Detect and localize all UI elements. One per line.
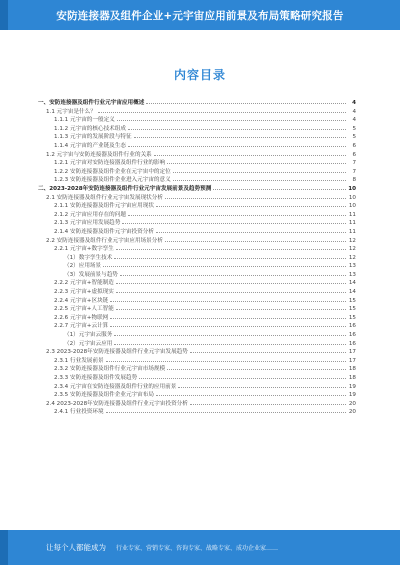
- toc-entry[interactable]: [38, 382, 356, 391]
- toc-entry[interactable]: [38, 210, 356, 219]
- toc-leader-dots: [110, 296, 346, 302]
- toc-page-number: 13: [348, 263, 356, 270]
- toc-page-number: 11: [348, 228, 356, 235]
- toc-entry[interactable]: [38, 253, 356, 262]
- toc-entry[interactable]: [38, 167, 356, 176]
- toc-leader-dots: [110, 321, 346, 327]
- toc-entry-text: 二、2023-2028年安防连接器及组件行业元宇宙发展前景及趋势预测: [38, 185, 212, 192]
- table-of-contents: [38, 98, 356, 416]
- toc-page-number: 15: [348, 314, 356, 321]
- toc-entry-text: 2.4 2023-2028年安防连接器及组件行业元宇宙投资分析: [46, 400, 188, 407]
- toc-page-number: 18: [348, 375, 356, 381]
- toc-entry[interactable]: [38, 278, 356, 287]
- toc-leader-dots: [114, 253, 346, 259]
- toc-page-number: 12: [348, 237, 356, 244]
- toc-page-number: 14: [348, 289, 356, 296]
- toc-leader-dots: [156, 227, 346, 233]
- toc-leader-dots: [116, 278, 346, 284]
- toc-page-number: 19: [348, 383, 356, 390]
- toc-leader-dots: [120, 270, 346, 276]
- header-accent: [0, 0, 8, 30]
- toc-entry[interactable]: [38, 218, 356, 227]
- toc-page-number: 18: [348, 366, 356, 373]
- toc-leader-dots: [139, 373, 346, 379]
- report-header: [0, 0, 400, 30]
- toc-entry-text: 2.1.3 元宇宙应用发展趋势: [54, 220, 121, 227]
- toc-leader-dots: [173, 167, 346, 173]
- toc-page-number: 20: [348, 409, 356, 416]
- toc-entry[interactable]: [38, 356, 356, 365]
- toc-leader-dots: [114, 339, 346, 345]
- toc-page-number: 10: [348, 185, 356, 192]
- toc-entry[interactable]: [38, 347, 356, 356]
- toc-entry[interactable]: [38, 244, 356, 253]
- toc-entry[interactable]: [38, 98, 356, 107]
- toc-entry-text: （2）应用场景: [64, 263, 102, 270]
- toc-leader-dots: [190, 399, 346, 405]
- toc-entry-text: 一、安防连接器及组件行业元宇宙应用概述: [38, 100, 145, 106]
- toc-leader-dots: [167, 364, 346, 370]
- toc-leader-dots: [114, 330, 346, 336]
- toc-leader-dots: [122, 218, 346, 224]
- toc-leader-dots: [178, 382, 346, 388]
- toc-page-number: 12: [348, 254, 356, 261]
- toc-entry-text: 1.2.2 安防连接器及组件企业在元宇宙中的定位: [54, 168, 171, 175]
- toc-leader-dots: [173, 175, 346, 181]
- toc-page-number: 20: [348, 400, 356, 407]
- toc-entry[interactable]: [38, 193, 356, 202]
- toc-leader-dots: [116, 304, 346, 310]
- toc-leader-dots: [156, 201, 346, 207]
- toc-entry-text: 2.3.5 安防连接器及组件企业元宇宙布局: [54, 392, 154, 399]
- toc-entry-text: 2.1.4 安防连接器及组件元宇宙投资分析: [54, 228, 154, 235]
- toc-entry[interactable]: [38, 115, 356, 124]
- toc-page-number: 5: [352, 125, 356, 132]
- toc-entry[interactable]: [38, 201, 356, 210]
- toc-entry[interactable]: [38, 270, 356, 279]
- toc-page-number: 19: [348, 392, 356, 399]
- toc-page-number: 5: [352, 134, 356, 141]
- toc-entry[interactable]: [38, 132, 356, 141]
- toc-page-number: 7: [352, 168, 356, 175]
- toc-entry[interactable]: [38, 296, 356, 305]
- toc-entry[interactable]: [38, 261, 356, 270]
- toc-page-number: 15: [348, 306, 356, 313]
- toc-entry[interactable]: [38, 304, 356, 313]
- toc-leader-dots: [128, 141, 346, 147]
- toc-entry-text: 1.1.3 元宇宙的发展阶段与特征: [54, 134, 132, 141]
- toc-page-number: 8: [352, 177, 356, 184]
- toc-entry-text: 1.2 元宇宙与安防连接器及组件行业的关系: [46, 151, 152, 158]
- toc-page-number: 16: [348, 332, 356, 339]
- toc-entry[interactable]: [38, 287, 356, 296]
- toc-page-number: 10: [348, 194, 356, 201]
- toc-entry-text: 2.2.3 元宇宙+虚拟现实: [54, 289, 114, 296]
- toc-leader-dots: [213, 184, 346, 190]
- toc-leader-dots: [110, 313, 346, 319]
- toc-page-number: 4: [352, 117, 356, 124]
- toc-entry-text: 2.2.2 元宇宙+智能制造: [54, 280, 114, 287]
- toc-entry[interactable]: [38, 339, 356, 348]
- toc-page-number: 14: [348, 280, 356, 287]
- toc-entry-text: 2.1.1 安防连接器及组件元宇宙应用现状: [54, 203, 154, 210]
- toc-entry-text: 1.1.1 元宇宙的一般定义: [54, 117, 115, 124]
- toc-leader-dots: [165, 236, 346, 242]
- toc-entry[interactable]: [38, 236, 356, 245]
- toc-entry-text: 2.3.3 安防连接器及组件发展趋势: [54, 375, 138, 381]
- toc-heading: 内容目录: [173, 68, 226, 82]
- toc-page-number: 17: [348, 349, 356, 356]
- toc-entry[interactable]: [38, 373, 356, 382]
- toc-entry-text: 1.2.1 元宇宙对安防连接器及组件行业的影响: [54, 160, 166, 167]
- toc-page-number: 11: [348, 220, 356, 227]
- toc-entry-text: （1）元宇宙云服务: [64, 332, 113, 339]
- toc-leader-dots: [128, 124, 346, 130]
- toc-leader-dots: [106, 407, 346, 413]
- toc-leader-dots: [167, 158, 346, 164]
- toc-entry[interactable]: [38, 158, 356, 167]
- toc-page-number: 6: [352, 151, 356, 158]
- toc-page-number: 10: [348, 203, 356, 210]
- toc-entry-text: 2.4.1 行业投资环境: [54, 409, 104, 416]
- toc-entry-text: 2.1 安防连接器及组件行业元宇宙发展现状分析: [46, 194, 163, 201]
- toc-leader-dots: [98, 107, 346, 113]
- toc-page-number: 6: [352, 142, 356, 149]
- toc-leader-dots: [154, 150, 346, 156]
- toc-entry-text: 1.2.3 安防连接器及组件企业进入元宇宙的意义: [54, 177, 171, 184]
- toc-entry[interactable]: [38, 184, 356, 193]
- toc-page-number: 11: [348, 211, 356, 218]
- report-title: 安防连接器及组件企业+元宇宙应用前景及布局策略研究报告: [56, 9, 344, 22]
- toc-entry-text: 2.2.1 元宇宙+数字孪生: [54, 246, 114, 253]
- toc-entry-text: 2.1.2 元宇宙应用存在的问题: [54, 211, 126, 218]
- toc-entry[interactable]: [38, 175, 356, 184]
- toc-entry[interactable]: [38, 107, 356, 116]
- toc-entry-text: 1.1.4 元宇宙的产业链及生态: [54, 142, 126, 149]
- toc-leader-dots: [117, 115, 346, 121]
- toc-page-number: 13: [348, 271, 356, 278]
- toc-leader-dots: [146, 98, 346, 104]
- toc-entry[interactable]: [38, 321, 356, 330]
- toc-entry[interactable]: [38, 150, 356, 159]
- footer-accent: [0, 530, 8, 565]
- toc-entry-text: 2.3.2 安防连接器及组件行业元宇宙市场规模: [54, 366, 166, 373]
- toc-entry-text: （1）数字孪生技术: [64, 254, 113, 261]
- toc-entry[interactable]: [38, 227, 356, 236]
- toc-leader-dots: [116, 287, 346, 293]
- toc-entry-text: 2.2 安防连接器及组件行业元宇宙应用场景分析: [46, 237, 163, 244]
- toc-entry[interactable]: [38, 124, 356, 133]
- toc-leader-dots: [190, 347, 346, 353]
- toc-leader-dots: [103, 261, 346, 267]
- toc-entry[interactable]: [38, 390, 356, 399]
- toc-leader-dots: [134, 132, 346, 138]
- toc-page-number: 4: [352, 100, 356, 106]
- toc-entry[interactable]: [38, 407, 356, 416]
- toc-leader-dots: [165, 193, 346, 199]
- toc-entry-text: 2.3 2023-2028年安防连接器及组件行业元宇宙发展趋势: [46, 349, 188, 356]
- toc-entry-text: 2.2.7 元宇宙+云计算: [54, 323, 109, 330]
- toc-page-number: 4: [352, 108, 356, 115]
- toc-entry-text: 2.3.4 元宇宙在安防连接器及组件行业的应用前景: [54, 383, 177, 390]
- toc-leader-dots: [116, 244, 346, 250]
- toc-entry-text: 1.1.2 元宇宙的核心技术组成: [54, 125, 126, 132]
- toc-leader-dots: [106, 356, 346, 362]
- toc-page-number: 16: [348, 340, 356, 347]
- toc-entry[interactable]: [38, 330, 356, 339]
- report-footer: [0, 530, 400, 565]
- toc-entry-text: （3）发展前景与趋势: [64, 271, 118, 278]
- toc-leader-dots: [128, 210, 346, 216]
- toc-entry-text: 1.1 元宇宙是什么？: [46, 108, 96, 115]
- footer-slogan: 让每个人都能成为: [46, 543, 106, 552]
- toc-leader-dots: [156, 390, 346, 396]
- toc-entry[interactable]: [38, 313, 356, 322]
- toc-page-number: 16: [348, 323, 356, 330]
- toc-entry-text: 2.2.4 元宇宙+区块链: [54, 297, 109, 304]
- toc-entry[interactable]: [38, 141, 356, 150]
- toc-page-number: 15: [348, 297, 356, 304]
- toc-page-number: 12: [348, 246, 356, 253]
- toc-page-number: 17: [348, 357, 356, 364]
- toc-page-number: 7: [352, 160, 356, 167]
- toc-entry-text: 2.3.1 行业发展前景: [54, 357, 104, 364]
- toc-entry-text: 2.2.6 元宇宙+物联网: [54, 314, 109, 321]
- toc-entry[interactable]: [38, 399, 356, 408]
- footer-tagline: 行业专家、营销专家、咨询专家、战略专家、成功企业家……: [116, 545, 279, 552]
- toc-entry-text: 2.2.5 元宇宙+人工智能: [54, 306, 114, 313]
- toc-entry[interactable]: [38, 364, 356, 373]
- toc-entry-text: （2）元宇宙云应用: [64, 340, 113, 347]
